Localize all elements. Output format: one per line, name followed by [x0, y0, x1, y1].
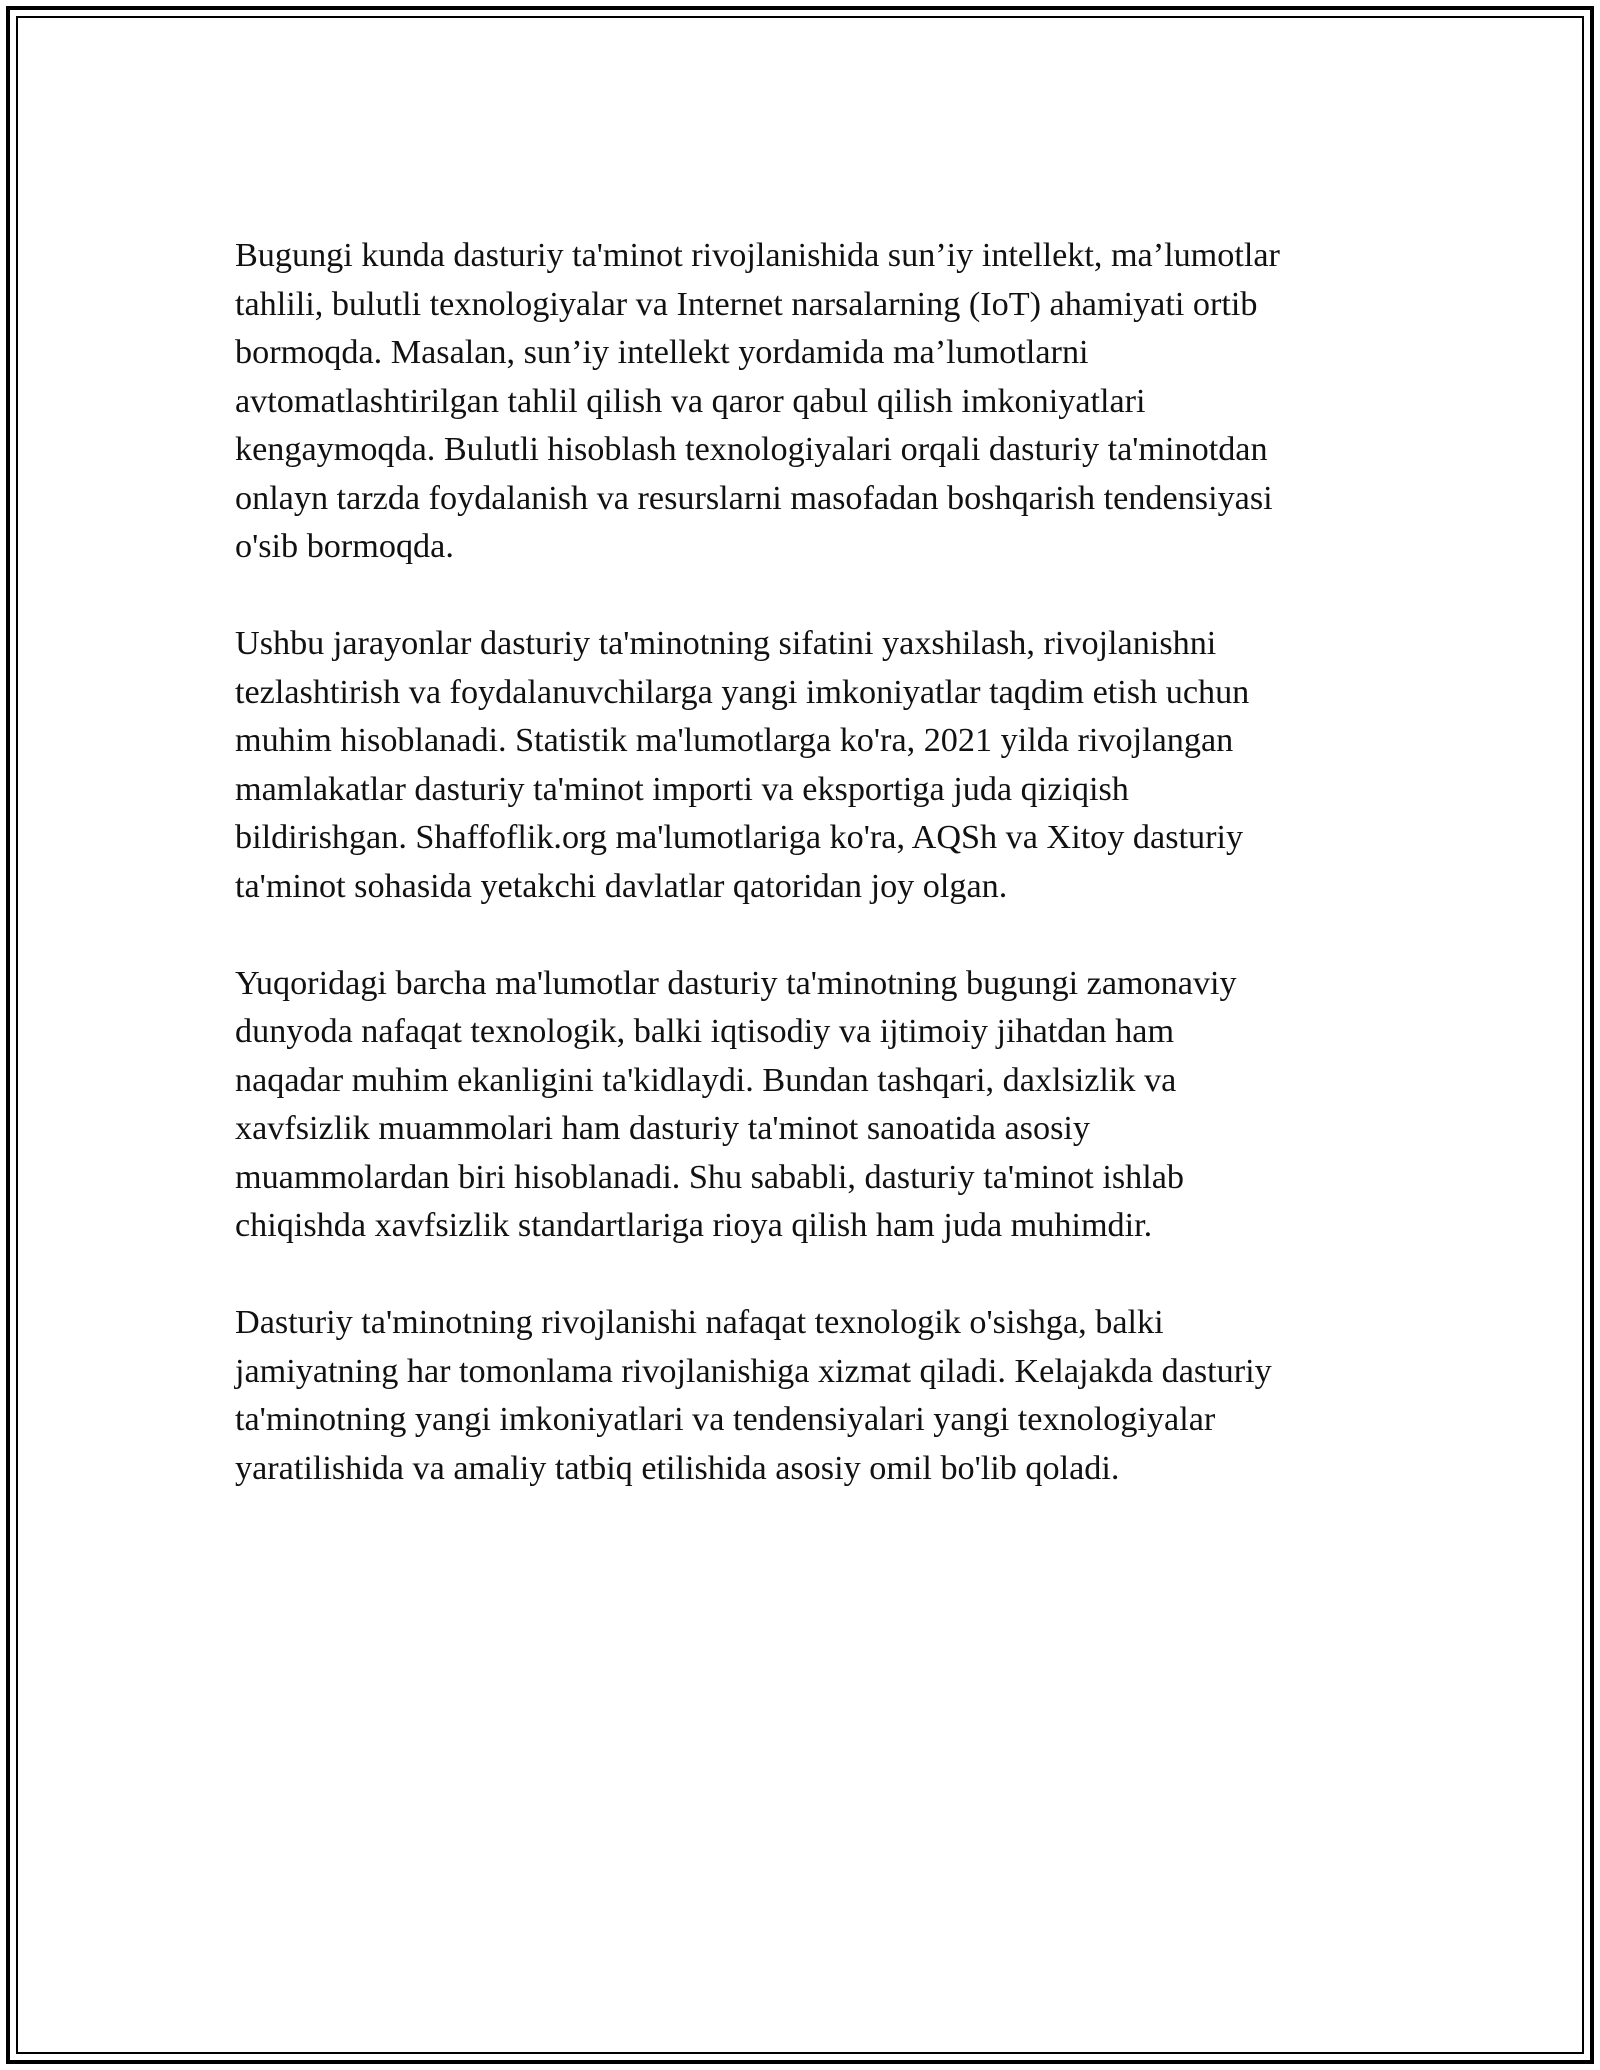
paragraph-2: Ushbu jarayonlar dasturiy ta'minotning sifatini yaxshilash, rivojlanishni tezlashtirish va foydalanuvchilarga yangi imkoniyatlar taqdim etish uchun muhim hisoblanadi. Statistik ma'lumotlarga ko'ra, 2021 yilda rivojlangan mamlakatlar dasturiy ta'minot importi va eksportiga juda qiziqish bildirishgan. Shaffoflik.org ma'lumotlariga ko'ra, AQSh va Xitoy dasturiy ta'minot sohasida yetakchi davlatlar qatoridan joy olgan. [235, 625, 1250, 905]
paragraph-4: Dasturiy ta'minotning rivojlanishi nafaqat texnologik o'sishga, balki jamiyatning har tomonlama rivojlanishiga xizmat qiladi. Kelajakda dasturiy ta'minotning yangi imkoniyatlari va tendensiyalari yangi texnologiyalar yaratilishida va amaliy tatbiq etilishida asosiy omil bo'lib qoladi. [235, 1304, 1272, 1487]
document-body [235, 232, 1375, 1542]
paragraph-3: Yuqoridagi barcha ma'lumotlar dasturiy ta'minotning bugungi zamonaviy dunyoda nafaqat texnologik, balki iqtisodiy va ijtimoiy jihatdan ham naqadar muhim ekanligini ta'kidlaydi. Bundan tashqari, daxlsizlik va xavfsizlik muammolari ham dasturiy ta'minot sanoatida asosiy muammolardan biri hisoblanadi. Shu sababli, dasturiy ta'minot ishlab chiqishda xavfsizlik standartlariga rioya qilish ham juda muhimdir. [235, 964, 1237, 1244]
paragraph-1: Bugungi kunda dasturiy ta'minot rivojlanishida sun’iy intellekt, ma’lumotlar tahlili, bulutli texnologiyalar va Internet narsalarning (IoT) ahamiyati ortib bormoqda. Masalan, sun’iy intellekt yordamida ma’lumotlarni avtomatlashtirilgan tahlil qilish va qaror qabul qilish imkoniyatlari kengaymoqda. Bulutli hisoblash texnologiyalari orqali dasturiy ta'minotdan onlayn tarzda foydalanish va resurslarni masofadan boshqarish tendensiyasi o'sib bormoqda. [235, 237, 1280, 565]
